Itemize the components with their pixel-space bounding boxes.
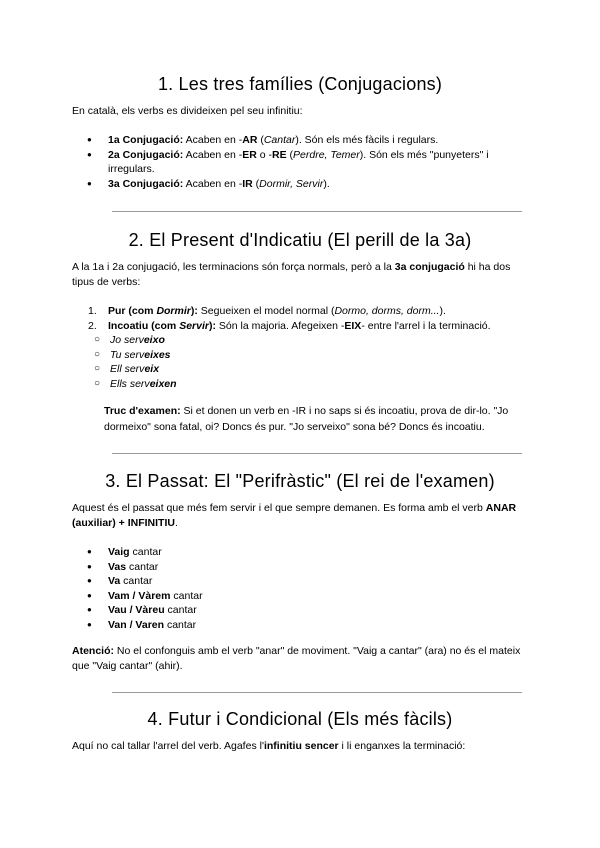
list-item: ● Va cantar — [72, 574, 528, 589]
section-1-intro: En català, els verbs es divideixen pel seu infinitiu: — [72, 105, 303, 117]
section-2-heading: 2. El Present d'Indicatiu (El perill de la 3a) — [128, 230, 472, 250]
list-item: ● 3a Conjugació: Acaben en -IR (Dormir, Servir). — [72, 177, 528, 192]
exam-tip: Truc d'examen: Si et donen un verb en -IR i no saps si és incoatiu, prova de dir-lo. "Jo dormeixo" sona fatal, oi? Doncs és pur. "Jo serveixo" sona bé? Doncs és incoatiu. — [104, 405, 509, 433]
section-3-heading: 3. El Passat: El "Perifràstic" (El rei de l'examen) — [105, 471, 495, 491]
list-item: ● 1a Conjugació: Acaben en -AR (Cantar). Són els més fàcils i regulars. — [72, 133, 528, 148]
attention-note: Atenció: No el confonguis amb el verb "anar" de moviment. "Vaig a cantar" (ara) no és el mateix que "Vaig cantar" (ahir). — [72, 645, 521, 672]
verb-types-list — [72, 304, 528, 333]
section-3-intro: Aquest és el passat que més fem servir i el que sempre demanen. Es forma amb el verb ANAR (auxiliar) + INFINITIU. — [72, 502, 517, 529]
section-4-intro: Aquí no cal tallar l'arrel del verb. Agafes l'infinitiu sencer i li enganxes la terminació: — [72, 740, 466, 752]
list-item: 1. Pur (com Dormir): Segueixen el model normal (Dormo, dorms, dorm...). — [88, 305, 446, 317]
section-divider — [112, 453, 522, 454]
list-item: ○ Tu serveixes — [72, 348, 528, 363]
document-content — [72, 72, 528, 754]
section-divider — [112, 692, 522, 693]
list-item: ● 2a Conjugació: Acaben en -ER o -RE (Perdre, Temer). Són els més "punyeters" i irregulars. — [72, 148, 528, 177]
list-item: ○ Ell serveix — [72, 362, 528, 377]
conjugation-list — [72, 133, 528, 191]
list-item: ○ Ells serveixen — [72, 377, 528, 392]
section-1-heading: 1. Les tres famílies (Conjugacions) — [157, 74, 443, 94]
section-divider — [112, 211, 522, 212]
section-4-heading: 4. Futur i Condicional (Els més fàcils) — [147, 709, 453, 729]
list-item: ● Vam / Vàrem cantar — [72, 589, 528, 604]
list-item: ● Vaig cantar — [72, 545, 528, 560]
list-item: ● Vau / Vàreu cantar — [72, 603, 528, 618]
list-item: 2. Incoatiu (com Servir): Són la majoria. Afegeixen -EIX- entre l'arrel i la terminació. — [88, 319, 491, 332]
list-item: ○ Jo serveixo — [72, 333, 528, 348]
section-2-intro: A la 1a i 2a conjugació, les terminacions són força normals, però a la 3a conjugació hi ha dos tipus de verbs: — [72, 261, 511, 288]
list-item: ● Van / Varen cantar — [72, 618, 528, 633]
conjugation-examples — [72, 333, 528, 391]
perifrastic-list — [72, 545, 528, 632]
list-item: ● Vas cantar — [72, 560, 528, 575]
